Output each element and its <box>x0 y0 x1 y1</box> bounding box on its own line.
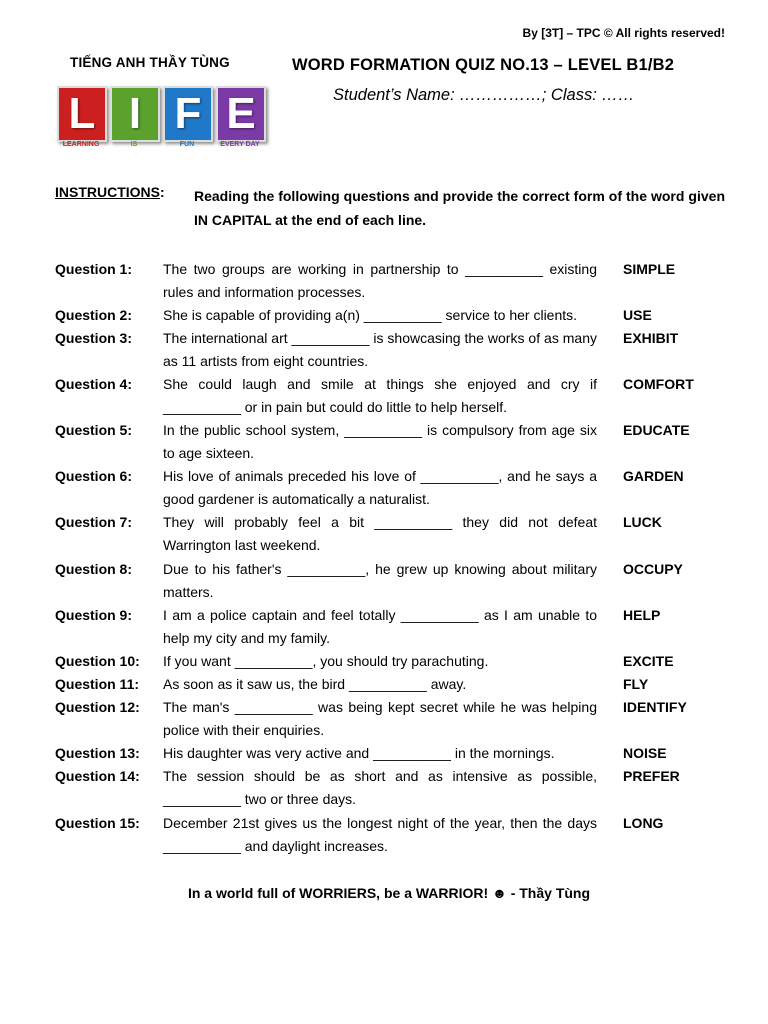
question-text: His love of animals preceded his love of __________, and he says a good gardener is automatically a naturalist. <box>163 468 597 507</box>
question-label: Question 2: <box>55 307 133 323</box>
question-root-word: HELP <box>623 607 661 623</box>
question-text: The international art __________ is showcasing the works of as many as 11 artists from eight countries. <box>163 330 597 369</box>
question-text: I am a police captain and feel totally __________ as I am unable to help my city and my family. <box>163 607 597 646</box>
question-text: Due to his father's __________, he grew up knowing about military matters. <box>163 561 597 600</box>
question-root-word: EDUCATE <box>623 422 690 438</box>
quiz-title: WORD FORMATION QUIZ NO.13 – LEVEL B1/B2 <box>292 56 675 74</box>
question-root-word: FLY <box>623 676 649 692</box>
question-root-word: OCCUPY <box>623 561 683 577</box>
question-label: Question 7: <box>55 514 133 530</box>
question-root-word: LONG <box>623 815 664 831</box>
copyright-notice: By [3T] – TPC © All rights reserved! <box>522 26 725 40</box>
question-text: The man's __________ was being kept secret while he was helping police with their enquiries. <box>163 699 597 738</box>
question-root-word: GARDEN <box>623 468 684 484</box>
life-logo <box>57 86 267 152</box>
footer-motto: In a world full of WORRIERS, be a WARRIOR! ☻ - Thầy Tùng <box>187 885 591 901</box>
student-name-line: Student’s Name: ……………; Class: …… <box>333 86 635 104</box>
question-text: She could laugh and smile at things she enjoyed and cry if __________ or in pain but could do little to help herself. <box>163 376 597 415</box>
question-label: Question 1: <box>55 261 133 277</box>
question-label: Question 9: <box>55 607 133 623</box>
question-text: If you want __________, you should try parachuting. <box>163 653 489 669</box>
question-root-word: USE <box>623 307 652 323</box>
question-label: Question 8: <box>55 561 133 577</box>
question-label: Question 14: <box>55 768 140 784</box>
question-label: Question 3: <box>55 330 133 346</box>
question-root-word: COMFORT <box>623 376 694 392</box>
question-root-word: IDENTIFY <box>623 699 687 715</box>
logo-tag-learning: LEARNING <box>62 141 100 148</box>
logo-tile-e: E <box>216 86 266 142</box>
question-label: Question 12: <box>55 699 140 715</box>
question-root-word: PREFER <box>623 768 680 784</box>
question-text: As soon as it saw us, the bird __________ away. <box>163 676 467 692</box>
question-root-word: NOISE <box>623 745 667 761</box>
question-text: In the public school system, __________ is compulsory from age six to age sixteen. <box>163 422 597 461</box>
question-root-word: EXHIBIT <box>623 330 679 346</box>
question-label: Question 6: <box>55 468 133 484</box>
question-root-word: SIMPLE <box>623 261 676 277</box>
question-root-word: EXCITE <box>623 653 674 669</box>
question-label: Question 13: <box>55 745 140 761</box>
question-text: She is capable of providing a(n) __________ service to her clients. <box>163 307 578 323</box>
question-text: The two groups are working in partnership to __________ existing rules and information processes. <box>163 261 597 300</box>
question-text: They will probably feel a bit __________ they did not defeat Warrington last weekend. <box>163 514 597 553</box>
question-label: Question 11: <box>55 676 140 692</box>
brand-name: TIẾNG ANH THẦY TÙNG <box>70 55 230 70</box>
instructions-label: INSTRUCTIONS: <box>55 184 165 200</box>
logo-tile-i: I <box>110 86 160 142</box>
logo-tag-every-day: EVERY DAY <box>220 141 260 148</box>
logo-tag-fun: FUN <box>179 141 195 148</box>
question-text: The session should be as short and as intensive as possible, __________ two or three days. <box>163 768 597 807</box>
logo-tile-f: F <box>163 86 213 142</box>
question-label: Question 10: <box>55 653 140 669</box>
question-label: Question 15: <box>55 815 140 831</box>
logo-tile-l: L <box>57 86 107 142</box>
question-label: Question 4: <box>55 376 133 392</box>
question-label: Question 5: <box>55 422 133 438</box>
question-text: December 21st gives us the longest night of the year, then the days __________ and daylight increases. <box>163 815 597 854</box>
question-root-word: LUCK <box>623 514 662 530</box>
question-text: His daughter was very active and __________ in the mornings. <box>163 745 555 761</box>
logo-tag-is: IS <box>130 141 138 148</box>
instructions-text: Reading the following questions and provide the correct form of the word given IN CAPITAL at the end of each line. <box>194 188 725 228</box>
